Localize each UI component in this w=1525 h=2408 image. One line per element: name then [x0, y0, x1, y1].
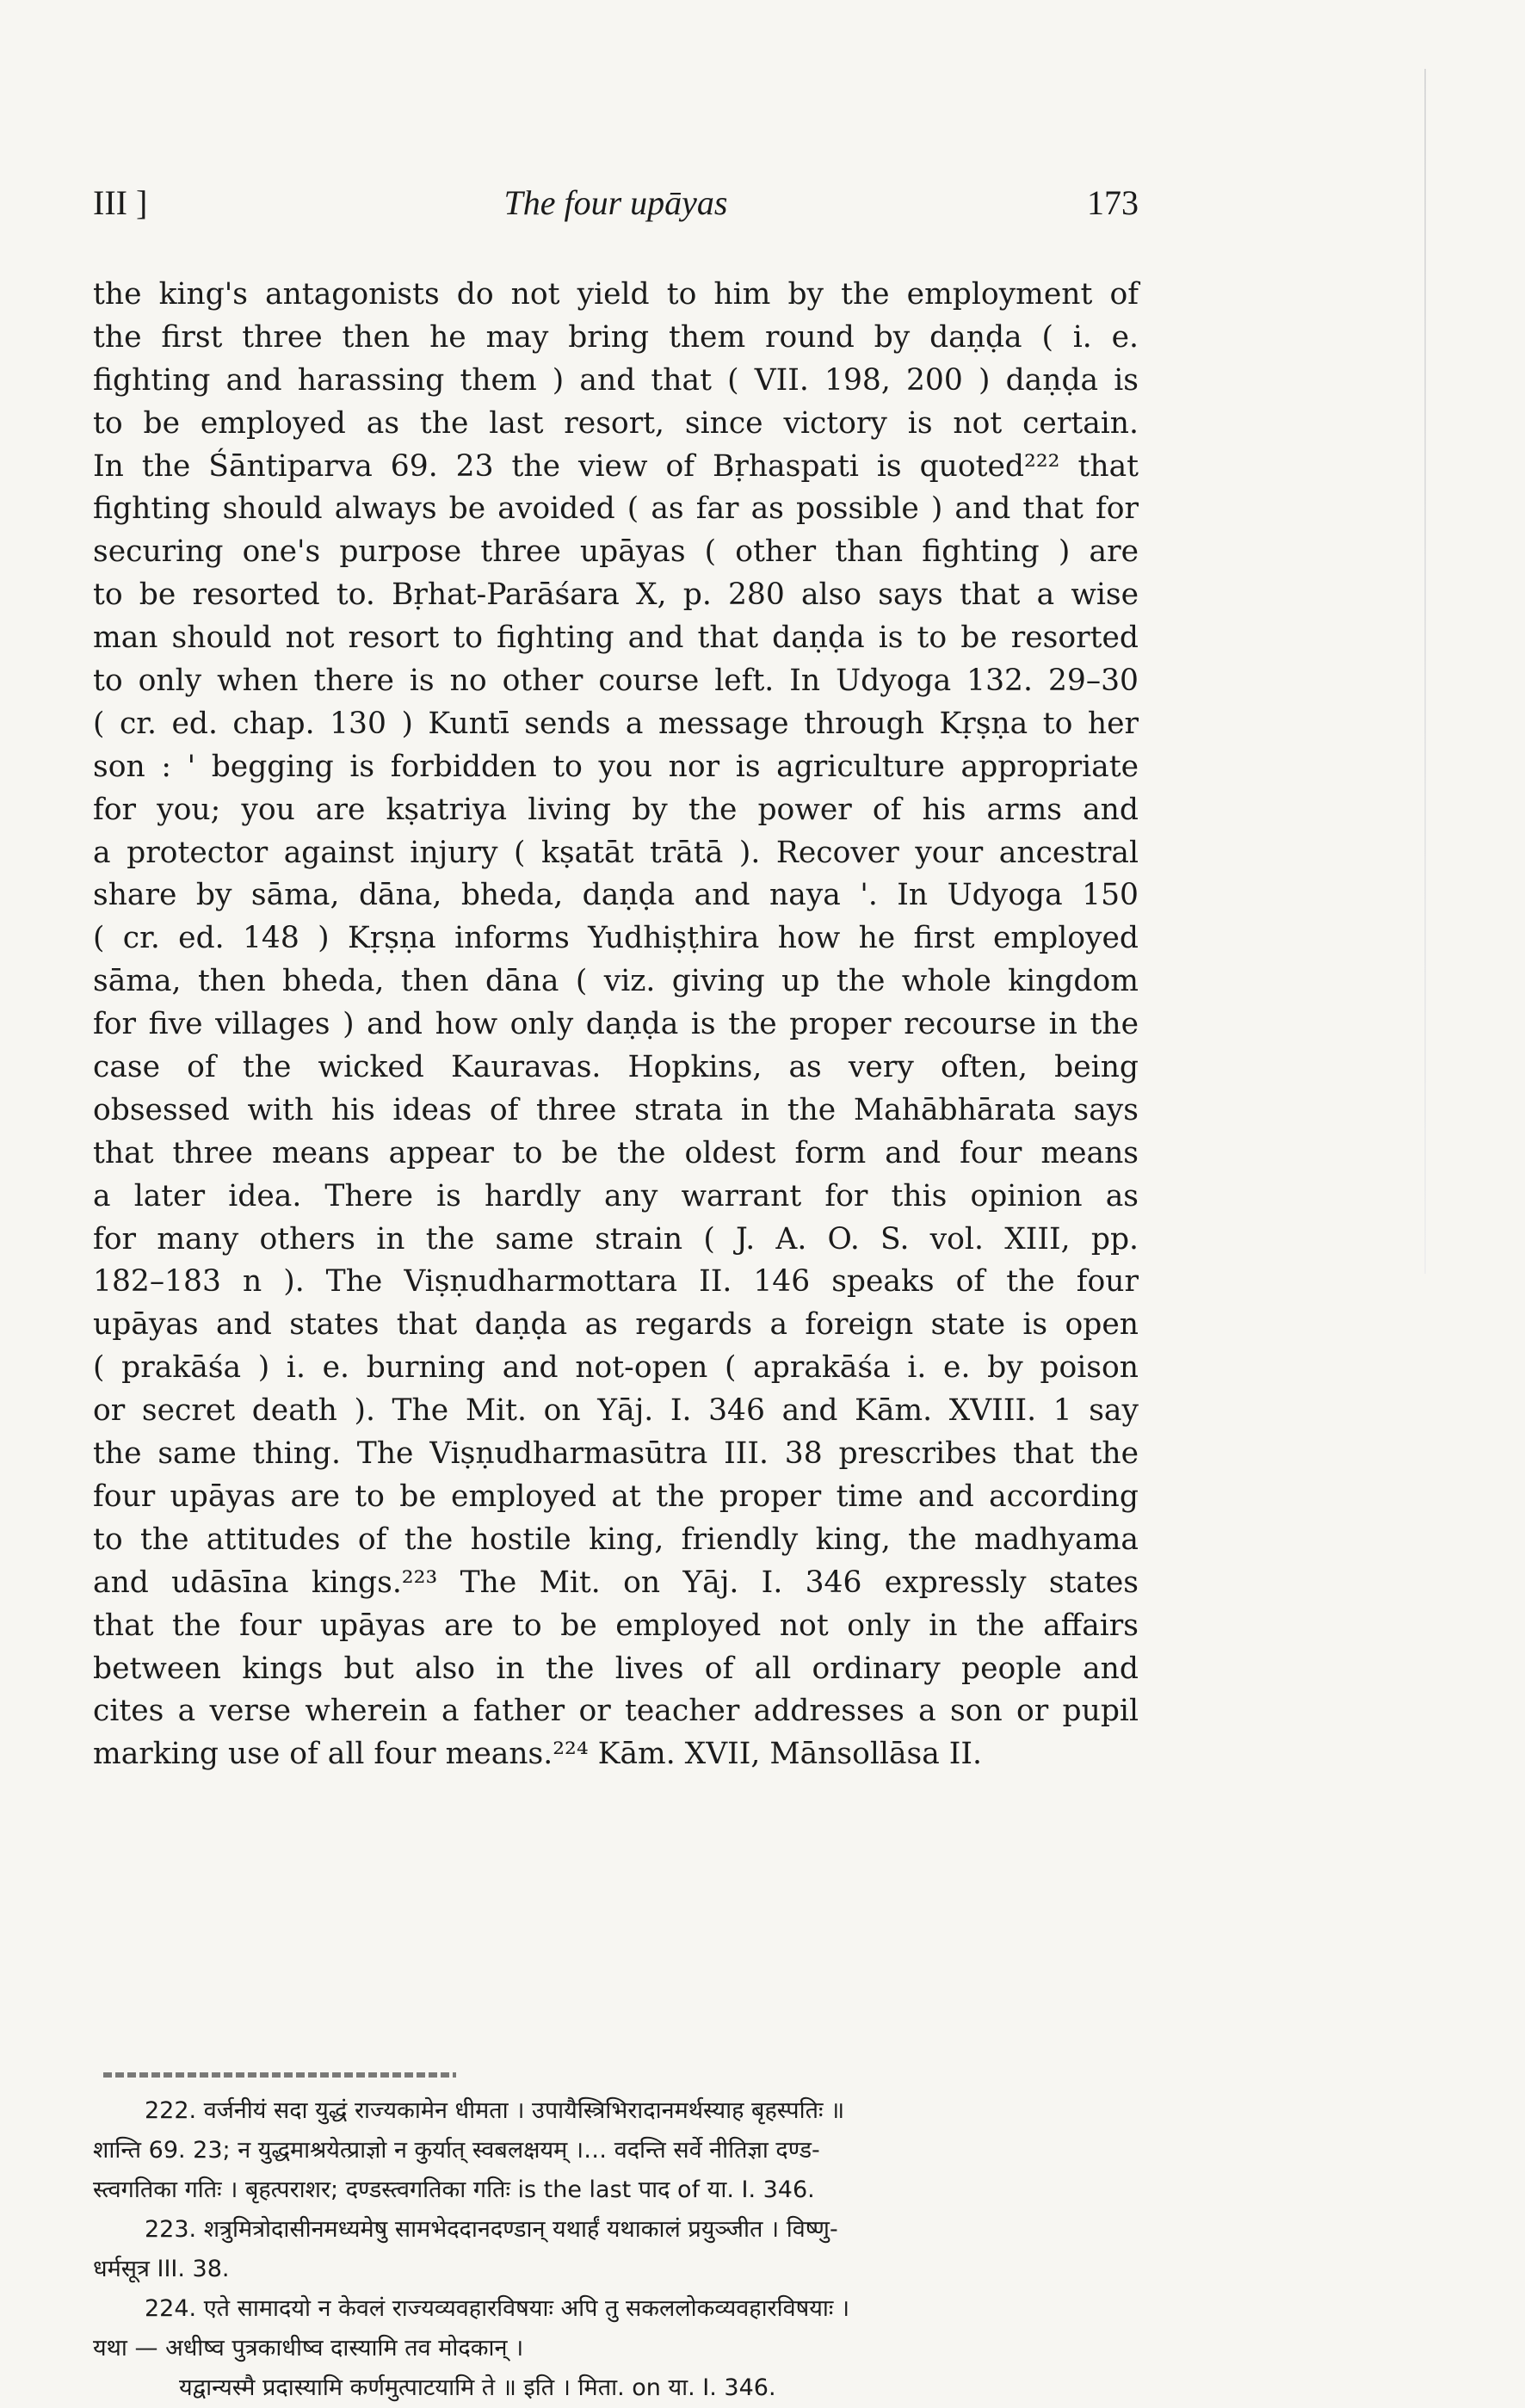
footnote-divider — [103, 2072, 456, 2078]
body-line: a later idea. There is hardly any warrant for this opinion as — [93, 1178, 1139, 1213]
body-line: marking use of all four means.²²⁴ Kām. XVII, Mānsollāsa II. — [93, 1737, 983, 1772]
running-header — [93, 182, 1139, 234]
body-line: for five villages ) and how only daṇḍa is the proper recourse in the — [93, 1007, 1139, 1042]
body-text — [93, 274, 1139, 1776]
body-line: ( cr. ed. chap. 130 ) Kuntī sends a message through Kṛṣṇa to her — [93, 706, 1139, 741]
footnote-line: 224. एते सामादयो न केवलं राज्यव्यवहारविषयाः अपि तु सकललोकव्यवहारविषयाः । — [145, 2295, 850, 2322]
footnote-line: यथा — अधीष्व पुत्रकाधीष्व दास्यामि तव मोदकान् । — [93, 2335, 524, 2362]
body-line: sāma, then bheda, then dāna ( viz. giving up the whole kingdom — [93, 964, 1139, 999]
body-line: the same thing. The Viṣṇudharmasūtra III. 38 prescribes that the — [93, 1436, 1139, 1472]
body-line: In the Śāntiparva 69. 23 the view of Bṛhaspati is quoted²²² that — [93, 448, 1139, 484]
margin-rule — [1424, 69, 1426, 1274]
body-line: ( prakāśa ) i. e. burning and not-open ( aprakāśa i. e. by poison — [93, 1350, 1139, 1386]
body-line: or secret death ). The Mit. on Yāj. I. 346 and Kām. XVIII. 1 say — [93, 1393, 1139, 1429]
body-line: 182–183 n ). The Viṣṇudharmottara II. 146 speaks of the four — [93, 1264, 1139, 1300]
body-line: that three means appear to be the oldest form and four means — [93, 1135, 1139, 1170]
body-line: for many others in the same strain ( J. A. O. S. vol. XIII, pp. — [93, 1221, 1139, 1256]
footnotes — [93, 2091, 1139, 2408]
body-line: obsessed with his ideas of three strata in the Mahābhārata says — [93, 1092, 1139, 1127]
body-line: to the attitudes of the hostile king, friendly king, the madhyama — [93, 1522, 1139, 1557]
body-line: son : ' begging is forbidden to you nor is agriculture appropriate — [93, 749, 1139, 784]
body-line: and udāsīna kings.²²³ The Mit. on Yāj. I. 346 expressly states — [93, 1565, 1139, 1600]
footnote-line: धर्मसूत्र III. 38. — [93, 2256, 230, 2282]
body-line: man should not resort to fighting and that daṇḍa is to be resorted — [93, 621, 1139, 656]
body-line: securing one's purpose three upāyas ( other than fighting ) are — [93, 534, 1139, 570]
body-line: ( cr. ed. 148 ) Kṛṣṇa informs Yudhiṣṭhira how he first employed — [93, 921, 1139, 956]
page-number: 173 — [1087, 183, 1139, 222]
body-line: fighting and harassing them ) and that ( VII. 198, 200 ) daṇḍa is — [93, 362, 1139, 398]
body-line: the first three then he may bring them round by daṇḍa ( i. e. — [93, 319, 1139, 355]
footnote-line: शान्ति 69. 23; न युद्धमाश्रयेत्प्राज्ञो न कुर्यात् स्वबलक्षयम् ।… वदन्ति सर्वे नीतिज्ञा दण्ड- — [93, 2137, 820, 2164]
running-title: The four upāyas — [503, 183, 728, 222]
chapter-marker: III ] — [93, 183, 148, 222]
body-line: to only when there is no other course left. In Udyoga 132. 29–30 — [93, 664, 1139, 699]
footnote-line: 222. वर्जनीयं सदा युद्धं राज्यकामेन धीमता । उपायैस्त्रिभिरादानमर्थस्याह बृहस्पतिः ॥ — [145, 2097, 845, 2124]
body-line: for you; you are kṣatriya living by the power of his arms and — [93, 792, 1139, 827]
body-line: to be resorted to. Bṛhat-Parāśara X, p. 280 also says that a wise — [93, 577, 1139, 613]
body-line: to be employed as the last resort, since victory is not certain. — [93, 405, 1139, 441]
body-line: cites a verse wherein a father or teacher addresses a son or pupil — [93, 1694, 1139, 1729]
body-line: the king's antagonists do not yield to him by the employment of — [93, 277, 1139, 312]
footnote-line: यद्वान्यस्मै प्रदास्यामि कर्णमुत्पाटयामि ते ॥ इति । मिता. on या. I. 346. — [179, 2374, 776, 2401]
body-line: share by sāma, dāna, bheda, daṇḍa and naya '. In Udyoga 150 — [93, 878, 1139, 913]
body-line: that the four upāyas are to be employed not only in the affairs — [93, 1608, 1139, 1643]
body-line: between kings but also in the lives of all ordinary people and — [93, 1651, 1139, 1686]
footnote-line: स्त्वगतिका गतिः । बृहत्पराशर; दण्डस्त्वगतिका गतिः is the last पाद of या. I. 346. — [93, 2176, 815, 2203]
body-line: fighting should always be avoided ( as far as possible ) and that for — [93, 491, 1139, 527]
body-line: upāyas and states that daṇḍa as regards a foreign state is open — [93, 1307, 1139, 1343]
body-line: four upāyas are to be employed at the proper time and according — [93, 1479, 1139, 1514]
footnote-line: 223. शत्रुमित्रोदासीनमध्यमेषु सामभेददानदण्डान् यथार्हं यथाकालं प्रयुञ्जीत । विष्णु- — [145, 2216, 838, 2243]
body-line: a protector against injury ( kṣatāt trātā ). Recover your ancestral — [93, 835, 1139, 870]
body-line: case of the wicked Kauravas. Hopkins, as very often, being — [93, 1050, 1139, 1085]
